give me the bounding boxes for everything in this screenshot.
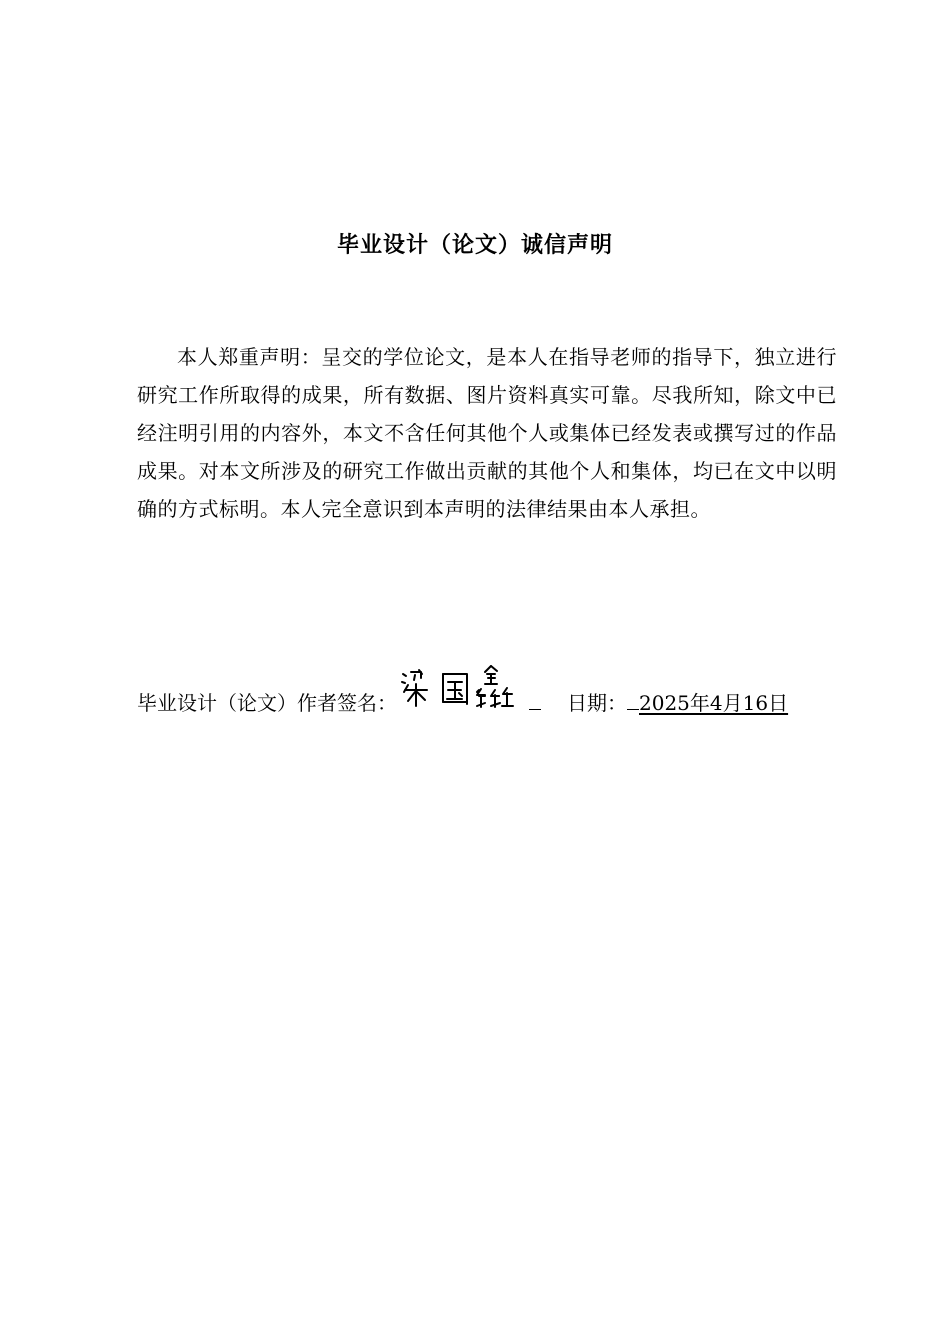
date-underline-lead — [627, 709, 639, 710]
signature-underline — [529, 709, 541, 710]
signature-line — [137, 682, 827, 718]
date-value: 2025年4月16日 — [639, 691, 789, 715]
page-title: 毕业设计（论文）诚信声明 — [336, 233, 613, 258]
date-label: 日期： — [567, 691, 627, 715]
integrity-statement: 本人郑重声明：呈交的学位论文，是本人在指导老师的指导下，独立进行研究工作所取得的成果，所有数据、图片资料真实可靠。尽我所知，除文中已经注明引用的内容外，本文不含任何其他个人或集体已经发表或撰写过的作品成果。对本文所涉及的研究工作做出贡献的其他个人和集体，均已在文中以明确的方式标明。本人完全意识到本声明的法律结果由本人承担。 — [137, 345, 837, 521]
handwritten-signature — [399, 682, 529, 716]
signature-strokes — [399, 662, 529, 716]
signature-label: 毕业设计（论文）作者签名： — [137, 691, 397, 715]
